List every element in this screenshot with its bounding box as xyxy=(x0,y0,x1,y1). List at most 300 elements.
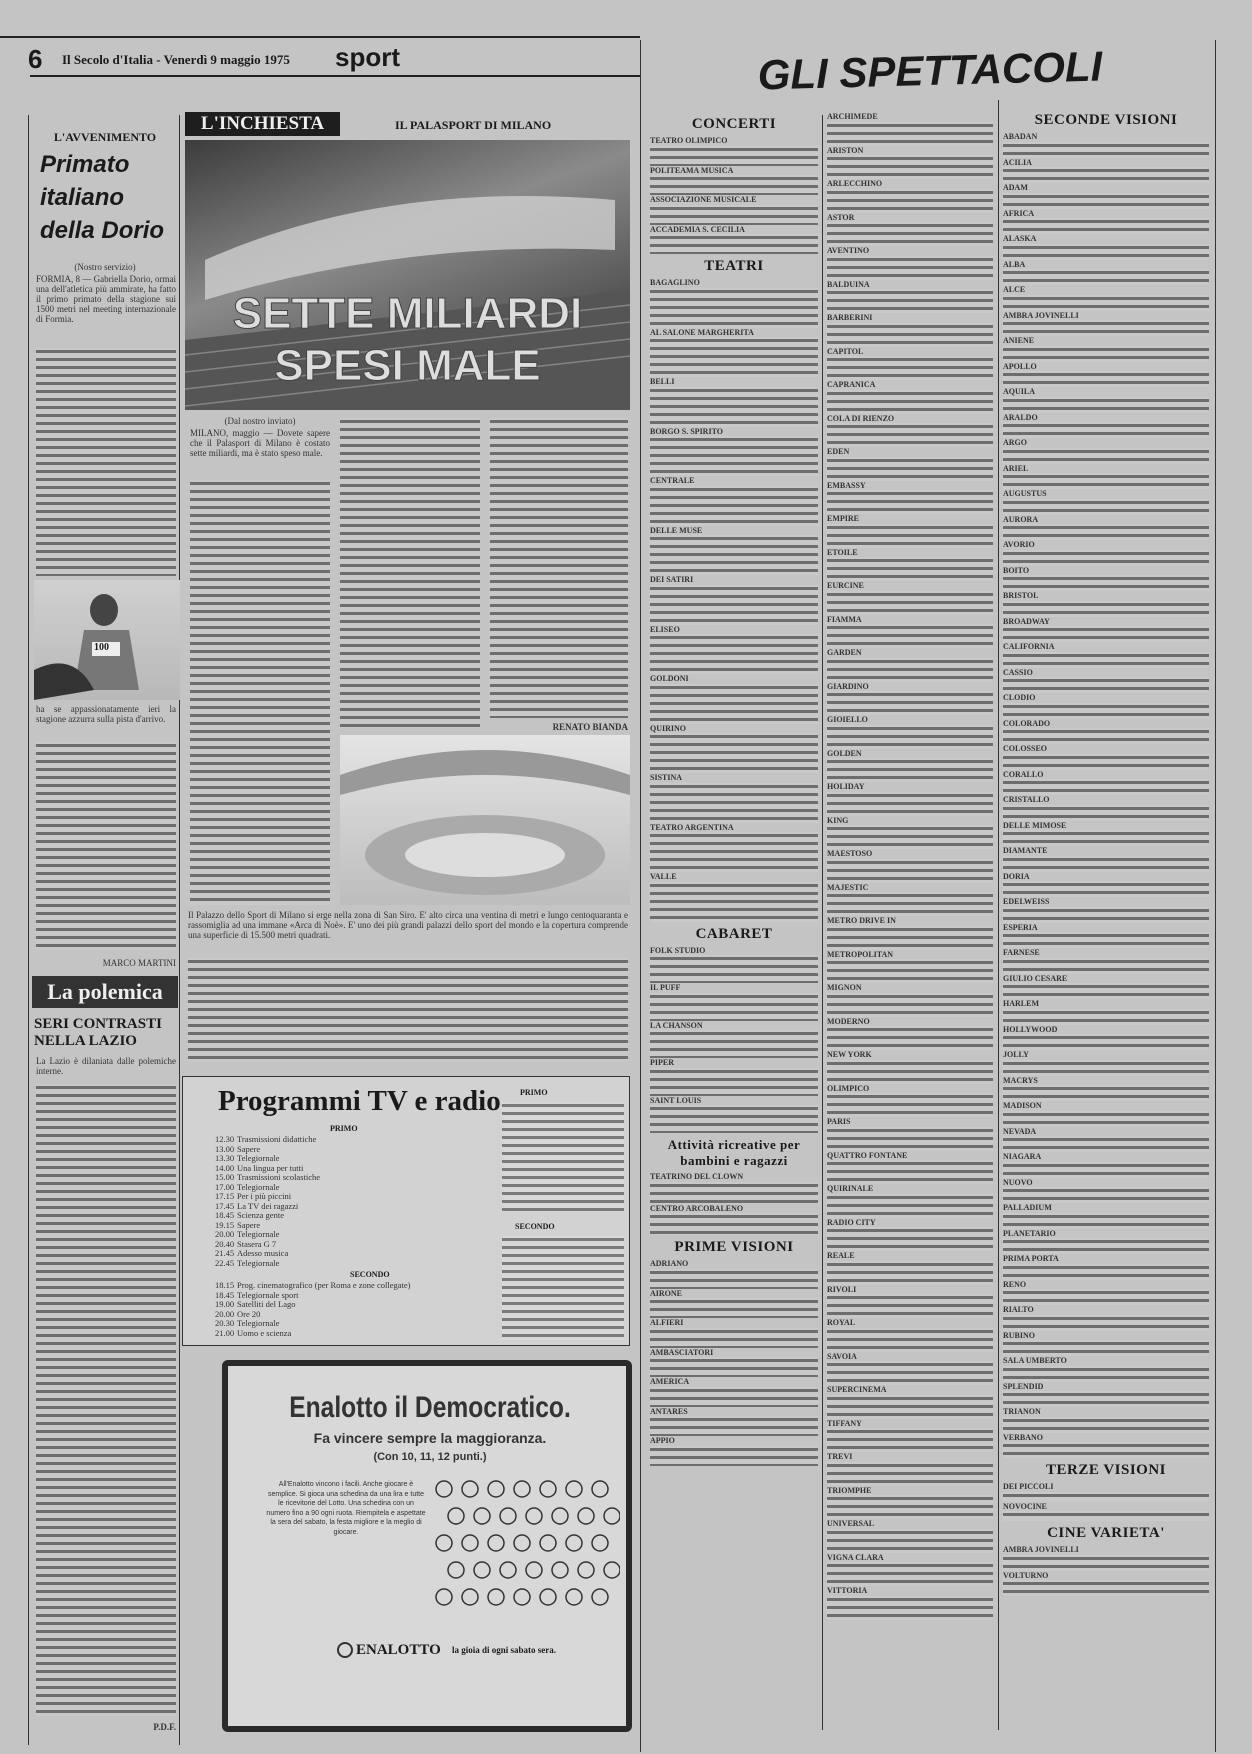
listing-entry[interactable]: ARALDO xyxy=(1003,412,1038,422)
photo-headline xyxy=(185,288,630,392)
section-heading: CINE VARIETA' xyxy=(1047,1525,1165,1541)
listing-entry[interactable]: DELLE MUSE xyxy=(650,525,703,535)
polemica-headline: SERI CONTRASTI NELLA LAZIO xyxy=(34,1016,162,1049)
section-label: sport xyxy=(335,42,400,72)
listing-entry[interactable]: TEATRO OLIMPICO xyxy=(650,136,728,145)
listing-entry[interactable]: PIPER xyxy=(650,1058,674,1067)
program-title: Uomo e scienza xyxy=(237,1327,292,1338)
listing-details xyxy=(1003,932,1209,948)
listing-details xyxy=(827,1194,993,1218)
listing-details xyxy=(1003,1264,1209,1280)
listing-entry[interactable]: BAGAGLINO xyxy=(650,278,700,287)
listing-details xyxy=(1003,1213,1209,1229)
listing-entry[interactable]: DELLE MIMOSE xyxy=(1003,820,1067,830)
listing-entry[interactable]: COLA DI RIENZO xyxy=(827,413,895,423)
program-time: 14.00 xyxy=(215,1162,235,1173)
listing-entry[interactable]: TEATRINO DEL CLOWN xyxy=(650,1172,744,1181)
listing-entry[interactable]: ESPERIA xyxy=(1003,922,1038,932)
listing-entry[interactable]: VALLE xyxy=(650,872,677,881)
listing-entry[interactable]: METRO DRIVE IN xyxy=(827,916,896,925)
listing-entry[interactable]: NEVADA xyxy=(1003,1126,1037,1136)
listing-entry[interactable]: AMBRA JOVINELLI xyxy=(1003,310,1079,320)
listings-column-1 xyxy=(650,112,818,1466)
program-title: Satelliti del Lago xyxy=(237,1299,296,1309)
listing-entry[interactable]: CALIFORNIA xyxy=(1003,642,1055,651)
listing-entry[interactable]: RIVOLI xyxy=(827,1284,857,1294)
listing-entry[interactable]: COLOSSEO xyxy=(1003,744,1048,753)
program-title: Per i più piccini xyxy=(237,1191,292,1201)
listing-entry[interactable]: FIAMMA xyxy=(827,614,862,624)
listing-details xyxy=(827,1026,993,1050)
face xyxy=(448,1508,464,1524)
tv-secondo-label: SECONDO xyxy=(350,1270,390,1279)
listing-details xyxy=(827,892,993,916)
listing-details xyxy=(1003,805,1209,821)
listing-entry[interactable]: AURORA xyxy=(1003,514,1039,524)
face xyxy=(462,1589,478,1605)
article-lead: FORMIA, 8 — Gabriella Dorio, ormai una dell'atletica più ammirate, ha fatto il primo primato della stagione sui 1500 metri nel meeting internazionale di Formia. xyxy=(36,274,176,324)
listing-details xyxy=(827,591,993,615)
inchiesta-byline: RENATO BIANDA xyxy=(552,722,628,732)
listing-entry[interactable]: CASSIO xyxy=(1003,667,1033,677)
listing-details xyxy=(1003,601,1209,617)
listing-entry[interactable]: MAJESTIC xyxy=(827,882,869,892)
listing-entry[interactable]: BARBERINI xyxy=(827,313,873,322)
listing-entry[interactable]: FARNESE xyxy=(1003,948,1040,957)
listing-entry[interactable]: OLIMPICO xyxy=(827,1083,870,1093)
listing-entry[interactable]: SPLENDID xyxy=(1003,1381,1044,1391)
ad-body: All'Enalotto vincono i facili. Anche giocare è semplice. Si gioca una schedina da una lira e tutte le ricevitorie del Lotto. Una schedina con un numero fino a 90 ogni ruota. Riempitela e aspettate la sera del sabato, la festa migliore e la meglio di giocare. xyxy=(266,1481,426,1536)
inchiesta-lead: MILANO, maggio — Dovete sapere che il Palasport di Milano è costato sette miliardi, ma è stato speso male. xyxy=(190,428,330,458)
listing-details xyxy=(827,1227,993,1251)
listing-details xyxy=(827,155,993,179)
photo-caption: ha se appassionatamente ieri la stagione azzurra sulla pista d'arrivo. xyxy=(36,704,176,724)
listing-details xyxy=(1003,1238,1209,1254)
listing-entry[interactable]: ABADAN xyxy=(1003,132,1038,141)
listing-entry[interactable]: MIGNON xyxy=(827,983,862,992)
listing-entry[interactable]: JOLLY xyxy=(1003,1050,1029,1059)
listing-details xyxy=(1003,677,1209,693)
program-title: Ore 20 xyxy=(237,1308,261,1319)
photo-headline-line: SPESI MALE xyxy=(274,341,541,390)
listing-entry[interactable]: ETOILE xyxy=(827,547,858,557)
listing-details xyxy=(827,122,993,146)
face xyxy=(462,1481,478,1497)
program-time: 22.45 xyxy=(215,1257,235,1268)
listing-details xyxy=(650,1416,818,1436)
listing-entry[interactable]: DEI SATIRI xyxy=(650,575,694,584)
article-body xyxy=(36,348,176,576)
listing-details xyxy=(827,725,993,749)
listing-entry[interactable]: ARLECCHINO xyxy=(827,179,883,188)
ad-brand: ENALOTTO xyxy=(356,1642,441,1658)
listing-entry[interactable]: PRIMA PORTA xyxy=(1003,1254,1059,1263)
listing-entry[interactable]: NUOVO xyxy=(1003,1177,1033,1187)
listing-details xyxy=(1003,907,1209,923)
listing-details xyxy=(827,993,993,1017)
program-title: Sapere xyxy=(237,1143,261,1154)
listing-entry[interactable]: ACCADEMIA S. CECILIA xyxy=(650,224,745,234)
program-time: 18.45 xyxy=(215,1289,235,1300)
listing-entry[interactable]: APPIO xyxy=(650,1436,675,1445)
program-time: 20.00 xyxy=(215,1229,235,1239)
listing-entry[interactable]: GARDEN xyxy=(827,648,862,657)
listing-entry[interactable]: BROADWAY xyxy=(1003,616,1050,626)
listing-details xyxy=(1003,550,1209,566)
listing-entry[interactable]: AVENTINO xyxy=(827,246,870,255)
listing-details xyxy=(1003,499,1209,515)
listing-entry[interactable]: RIALTO xyxy=(1003,1305,1034,1314)
face xyxy=(488,1481,504,1497)
listing-entry[interactable]: SISTINA xyxy=(650,773,683,782)
listing-entry[interactable]: ALBA xyxy=(1003,259,1026,269)
listing-details xyxy=(827,557,993,581)
listing-details xyxy=(1003,473,1209,489)
listing-details xyxy=(1003,626,1209,642)
listing-entry[interactable]: ARISTON xyxy=(827,145,864,155)
listing-entry[interactable]: TRIANON xyxy=(1003,1407,1041,1416)
listing-entry[interactable]: CENTRALE xyxy=(650,476,695,485)
listing-entry[interactable]: AMERICA xyxy=(650,1377,690,1386)
listing-details xyxy=(650,535,818,575)
listing-details xyxy=(1003,1492,1209,1502)
program-time: 19.00 xyxy=(215,1299,235,1309)
listing-details xyxy=(1003,320,1209,336)
listing-entry[interactable]: GIARDINO xyxy=(827,681,869,691)
arena-photo xyxy=(340,735,630,905)
listing-details xyxy=(1003,167,1209,183)
face xyxy=(474,1508,490,1524)
listing-entry[interactable]: IL PUFF xyxy=(650,983,681,992)
tv-primo-label: PRIMO xyxy=(330,1124,358,1133)
listing-entry[interactable]: ALASKA xyxy=(1003,234,1037,243)
listing-details xyxy=(827,256,993,280)
photo-headline-line: SETTE MILIARDI xyxy=(232,289,583,338)
listing-entry[interactable]: AFRICA xyxy=(1003,208,1035,218)
listing-entry[interactable]: QUATTRO FONTANE xyxy=(827,1150,908,1160)
inchiesta-col-2 xyxy=(340,418,480,728)
listing-entry[interactable]: RADIO CITY xyxy=(827,1217,876,1227)
face xyxy=(578,1508,594,1524)
program-title: Stasera G 7 xyxy=(237,1238,277,1249)
listing-details xyxy=(1003,422,1209,438)
listing-entry[interactable]: DIAMANTE xyxy=(1003,846,1048,855)
listing-entry[interactable]: MODERNO xyxy=(827,1016,870,1026)
section-prime2 xyxy=(827,112,993,1452)
listing-details xyxy=(827,323,993,347)
listing-entry[interactable]: EMBASSY xyxy=(827,480,866,490)
listing-details xyxy=(1003,703,1209,719)
program-time: 18.15 xyxy=(215,1280,235,1290)
bib-number: 100 xyxy=(94,642,109,653)
listing-entry[interactable]: NOVOCINE xyxy=(1003,1501,1047,1511)
listing-entry[interactable]: CRISTALLO xyxy=(1003,795,1050,804)
listing-entry[interactable]: TRIOMPHE xyxy=(827,1485,872,1495)
program-time: 19.15 xyxy=(215,1219,235,1230)
listing-entry[interactable]: MACRYS xyxy=(1003,1075,1038,1085)
program-title: Telegiornale xyxy=(237,1181,280,1192)
listing-details xyxy=(1003,448,1209,464)
listing-entry[interactable]: CAPRANICA xyxy=(827,380,876,389)
listing-details xyxy=(827,1294,993,1318)
face xyxy=(540,1535,556,1551)
face xyxy=(566,1481,582,1497)
ad-slogan: la gioia di ogni sabato sera. xyxy=(452,1645,557,1655)
face xyxy=(448,1562,464,1578)
listing-entry[interactable]: ARGO xyxy=(1003,438,1027,447)
listing-details xyxy=(650,288,818,328)
section-heading: PRIME VISIONI xyxy=(674,1239,794,1255)
section-heading: SECONDE VISIONI xyxy=(1034,112,1178,128)
listing-entry[interactable]: VITTORIA xyxy=(827,1586,868,1595)
listing-entry[interactable]: BALDUINA xyxy=(827,279,870,289)
polemica-lead: La Lazio è dilaniata dalle polemiche interne. xyxy=(36,1056,176,1076)
listing-entry[interactable]: ARCHIMEDE xyxy=(827,112,878,121)
listing-entry[interactable]: UNIVERSAL xyxy=(827,1519,875,1528)
listing-entry[interactable]: HARLEM xyxy=(1003,999,1039,1008)
enalotto-logo-icon xyxy=(337,1642,353,1658)
listing-details xyxy=(1003,958,1209,974)
listing-entry[interactable]: LA CHANSON xyxy=(650,1020,703,1030)
listing-details xyxy=(1003,269,1209,285)
listing-details xyxy=(827,1462,993,1486)
listing-entry[interactable]: ALCE xyxy=(1003,285,1026,294)
listing-details xyxy=(650,205,818,225)
listing-details xyxy=(1003,1366,1209,1382)
program-time: 18.45 xyxy=(215,1210,235,1220)
face xyxy=(552,1508,568,1524)
program-title: Trasmissioni didattiche xyxy=(237,1134,317,1144)
program-title: Trasmissioni scolastiche xyxy=(237,1172,321,1182)
listing-details xyxy=(827,490,993,514)
tv-program-row xyxy=(215,1329,410,1339)
listing-entry[interactable]: MADISON xyxy=(1003,1101,1042,1110)
listing-entry[interactable]: ROYAL xyxy=(827,1318,856,1327)
listing-entry[interactable]: REALE xyxy=(827,1251,855,1260)
listing-entry[interactable]: CORALLO xyxy=(1003,769,1044,779)
listing-entry[interactable]: HOLLYWOOD xyxy=(1003,1024,1058,1034)
listing-entry[interactable]: AQUILA xyxy=(1003,387,1036,396)
listing-details xyxy=(650,733,818,773)
listing-entry[interactable]: GOLDONI xyxy=(650,674,689,683)
listing-entry[interactable]: ALFIERI xyxy=(650,1318,684,1327)
face xyxy=(526,1508,542,1524)
listing-entry[interactable]: PALLADIUM xyxy=(1003,1203,1052,1212)
listing-entry[interactable]: POLITEAMA MUSICA xyxy=(650,165,734,175)
signoff: P.D.F. xyxy=(153,1722,176,1732)
listing-details xyxy=(650,993,818,1021)
inchiesta-col-3 xyxy=(490,418,628,718)
listing-entry[interactable]: KING xyxy=(827,815,849,825)
listing-entry[interactable]: AIRONE xyxy=(650,1288,683,1298)
face xyxy=(500,1562,516,1578)
listing-details xyxy=(827,1529,993,1553)
listing-entry[interactable]: COLORADO xyxy=(1003,718,1051,728)
dateline: (Nostro servizio) xyxy=(74,262,136,272)
listing-entry[interactable]: EDEN xyxy=(827,447,850,456)
listing-entry[interactable]: GIOIELLO xyxy=(827,715,868,724)
listing-details xyxy=(827,356,993,380)
listing-entry[interactable]: CLODIO xyxy=(1003,693,1036,702)
section-terze xyxy=(1003,1462,1209,1521)
listing-details xyxy=(827,457,993,481)
listing-entry[interactable]: AVORIO xyxy=(1003,540,1035,549)
listing-details xyxy=(827,758,993,782)
listing-entry[interactable]: DEI PICCOLI xyxy=(1003,1482,1054,1491)
listing-entry[interactable]: PLANETARIO xyxy=(1003,1228,1056,1238)
listing-entry[interactable]: METROPOLITAN xyxy=(827,949,894,959)
program-time: 15.00 xyxy=(215,1172,235,1182)
listing-entry[interactable]: BELLI xyxy=(650,377,675,386)
spettacoli-title: GLI SPETTACOLI xyxy=(757,42,1103,99)
listing-details xyxy=(1003,244,1209,260)
program-title: Scienza gente xyxy=(237,1210,284,1220)
palasport-caption: Il Palazzo dello Sport di Milano si erge nella zona di San Siro. E' alto circa una ventina di metri e lungo centoquaranta e rassomiglia ad una immane «Arca di Noè». E' uno dei più grandi palazzi dello sport del mondo e la copertura comprende una superficie di 15.500 metri quadrati. xyxy=(188,910,628,940)
listing-entry[interactable]: ANIENE xyxy=(1003,336,1035,345)
listing-entry[interactable]: CAPITOL xyxy=(827,346,864,356)
listing-entry[interactable]: HOLIDAY xyxy=(827,782,865,791)
listing-details xyxy=(827,1127,993,1151)
inchiesta-kicker: L'INCHIESTA xyxy=(185,112,340,136)
listing-entry[interactable]: AMBASCIATORI xyxy=(650,1347,714,1357)
listing-entry[interactable]: EDELWEISS xyxy=(1003,897,1050,906)
listing-entry[interactable]: PARIS xyxy=(827,1117,851,1126)
section-teatri xyxy=(650,258,818,922)
face xyxy=(500,1508,516,1524)
section-heading: TEATRI xyxy=(704,258,764,274)
listing-details xyxy=(650,1213,818,1235)
inchiesta-col-1 xyxy=(190,480,330,905)
listing-details xyxy=(827,1093,993,1117)
listing-entry[interactable]: NIAGARA xyxy=(1003,1152,1042,1161)
headline-line: italiano xyxy=(40,184,125,211)
listing-entry[interactable]: ANTARES xyxy=(650,1406,688,1416)
ad-subheadline: Fa vincere sempre la maggioranza. xyxy=(313,1430,547,1446)
section-heading: Attività ricreative per bambini e ragazzi xyxy=(667,1137,801,1168)
listing-details xyxy=(827,1261,993,1285)
arena-interior-illustration xyxy=(340,735,630,905)
listing-details xyxy=(1003,1162,1209,1178)
listing-details xyxy=(650,337,818,377)
listing-entry[interactable]: MAESTOSO xyxy=(827,849,873,858)
program-time: 21.45 xyxy=(215,1248,235,1258)
face xyxy=(540,1481,556,1497)
listing-entry[interactable]: TIFFANY xyxy=(827,1418,862,1428)
listing-entry[interactable]: GIULIO CESARE xyxy=(1003,973,1068,983)
listing-entry[interactable]: ELISEO xyxy=(650,624,680,634)
listing-entry[interactable]: AUGUSTUS xyxy=(1003,489,1047,498)
listing-entry[interactable]: APOLLO xyxy=(1003,361,1037,371)
listings-column-3 xyxy=(1003,108,1209,1596)
listing-details xyxy=(1003,295,1209,311)
listing-entry[interactable]: CENTRO ARCOBALENO xyxy=(650,1203,744,1213)
listing-details xyxy=(650,1446,818,1466)
listing-entry[interactable]: EMPIRE xyxy=(827,514,859,523)
listing-entry[interactable]: ARIEL xyxy=(1003,463,1029,473)
headline-dorio xyxy=(40,148,164,247)
masthead: Il Secolo d'Italia - Venerdì 9 maggio 1975 xyxy=(62,52,290,67)
listing-details xyxy=(1003,1136,1209,1152)
listing-details xyxy=(1003,1315,1209,1331)
listings-column-2 xyxy=(827,112,993,1620)
listing-entry[interactable]: ASSOCIAZIONE MUSICALE xyxy=(650,195,757,204)
listing-entry[interactable]: TREVI xyxy=(827,1452,853,1461)
listing-entry[interactable]: FOLK STUDIO xyxy=(650,945,706,955)
face xyxy=(514,1589,530,1605)
topic: IL PALASPORT DI MILANO xyxy=(395,118,552,132)
listing-entry[interactable]: SALA UMBERTO xyxy=(1003,1356,1067,1365)
face xyxy=(566,1589,582,1605)
listing-entry[interactable]: AMBRA JOVINELLI xyxy=(1003,1545,1079,1554)
listing-entry[interactable]: NEW YORK xyxy=(827,1050,872,1059)
listing-details xyxy=(1003,1391,1209,1407)
listing-entry[interactable]: GOLDEN xyxy=(827,748,862,758)
program-time: 21.00 xyxy=(215,1327,235,1338)
listing-entry[interactable]: BRISTOL xyxy=(1003,591,1039,600)
program-title: La TV dei ragazzi xyxy=(237,1200,299,1211)
listing-details xyxy=(650,1298,818,1318)
listing-entry[interactable]: BORGO S. SPIRITO xyxy=(650,426,723,436)
article-body-2 xyxy=(36,742,176,950)
face xyxy=(474,1562,490,1578)
listing-entry[interactable]: QUIRINO xyxy=(650,723,687,733)
crowd-illustration xyxy=(430,1475,620,1625)
listing-entry[interactable]: ADAM xyxy=(1003,183,1028,192)
listing-entry[interactable]: VOLTURNO xyxy=(1003,1570,1049,1580)
listing-entry[interactable]: TEATRO ARGENTINA xyxy=(650,822,734,832)
listing-details xyxy=(1003,1417,1209,1433)
listing-details xyxy=(1003,346,1209,362)
section-seconde xyxy=(1003,112,1209,1458)
listing-details xyxy=(650,832,818,872)
kicker-avvenimento: L'AVVENIMENTO xyxy=(53,130,157,144)
listing-details xyxy=(827,1361,993,1385)
listing-entry[interactable]: VIGNA CLARA xyxy=(827,1552,884,1562)
listing-entry[interactable]: VERBANO xyxy=(1003,1432,1044,1442)
listing-entry[interactable]: ACILIA xyxy=(1003,157,1032,167)
listing-details xyxy=(650,585,818,625)
listing-entry[interactable]: BOITO xyxy=(1003,565,1030,575)
listing-entry[interactable]: AL SALONE MARGHERITA xyxy=(650,327,754,337)
athlete-illustration xyxy=(34,580,180,700)
listing-entry[interactable]: RUBINO xyxy=(1003,1330,1036,1340)
section-prime xyxy=(650,1239,818,1466)
listing-entry[interactable]: DORIA xyxy=(1003,871,1030,881)
listing-details xyxy=(827,1596,993,1620)
listing-details xyxy=(827,524,993,548)
listing-entry[interactable]: QUIRINALE xyxy=(827,1184,874,1193)
listing-entry[interactable]: SAVOIA xyxy=(827,1351,857,1361)
program-title: Telegiornale xyxy=(237,1229,280,1239)
listing-entry[interactable]: SAINT LOUIS xyxy=(650,1095,702,1105)
listing-details xyxy=(1003,142,1209,158)
listing-details xyxy=(650,1068,818,1096)
listing-entry[interactable]: RENO xyxy=(1003,1279,1027,1289)
listing-entry[interactable]: SUPERCINEMA xyxy=(827,1385,887,1394)
listing-details xyxy=(650,1030,818,1058)
listing-details xyxy=(1003,983,1209,999)
listing-entry[interactable]: EURCINE xyxy=(827,581,864,590)
listing-details xyxy=(1003,371,1209,387)
listing-details xyxy=(650,1357,818,1377)
listing-entry[interactable]: ADRIANO xyxy=(650,1259,689,1268)
tv-primo-list xyxy=(215,1135,320,1268)
listing-details xyxy=(1003,728,1209,744)
listing-entry[interactable]: ASTOR xyxy=(827,212,855,222)
face xyxy=(552,1562,568,1578)
polemica-label: La polemica xyxy=(32,976,178,1008)
listing-details xyxy=(1003,575,1209,591)
